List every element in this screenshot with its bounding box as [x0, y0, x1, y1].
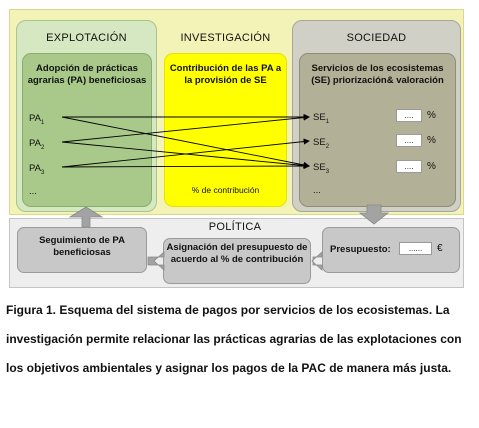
caption-lead: Figura 1. [6, 303, 57, 317]
contribution-footer: % de contribución [191, 185, 260, 195]
politica-heading: POLÍTICA [208, 221, 262, 233]
explotacion-heading: EXPLOTACIÓN [46, 32, 127, 44]
figure-caption [6, 296, 474, 383]
arrow-sociedad-presupuesto [360, 205, 388, 224]
pa3-label: $PA_3$ [29, 163, 45, 176]
asignacion-text: Asignación del presupuesto de acuerdo al % de contribución [166, 242, 308, 265]
pa-ellipsis: ... [29, 186, 37, 197]
se3-label: $SE_3$ [313, 162, 330, 175]
se1-value-field[interactable]: .... [396, 109, 422, 122]
arrow-asignacion-seguimiento [148, 252, 164, 270]
investigacion-box-title: Contribución de las PA a la provisión de SE [169, 63, 282, 86]
se3-unit: % [427, 161, 436, 172]
arrow-presupuesto-asignacion [312, 252, 322, 270]
se2-value-field[interactable]: .... [396, 134, 422, 147]
se3-value-field[interactable]: .... [396, 160, 422, 173]
explotacion-box-title: Adopción de prácticas agrarias (PA) beneficiosas [27, 63, 147, 86]
arrow-pa3-se2 [62, 141, 309, 167]
euro-unit: € [437, 243, 443, 254]
se1-label: $SE_1$ [313, 112, 330, 125]
arrow-pa3-se3 [62, 166, 309, 167]
investigacion-heading: INVESTIGACIÓN [180, 32, 271, 44]
caption-text: Esquema del sistema de pagos por servicios de los ecosistemas. La investigación permite relacionar las prácticas agrarias de las explotaciones con los objetivos ambientales y asignar los pagos de la PAC de manera más justa. [6, 303, 462, 375]
se1-unit: % [427, 110, 436, 121]
se2-unit: % [427, 135, 436, 146]
pa1-label: $PA_1$ [29, 113, 45, 126]
se-ellipsis: ... [313, 185, 321, 196]
seguimiento-text: Seguimiento de PA beneficiosas [39, 235, 125, 258]
presupuesto-label: Presupuesto: [330, 244, 391, 255]
pa2-label: $PA_2$ [29, 138, 45, 151]
arrow-seguimiento-explotacion [70, 207, 102, 227]
sociedad-box-title: Servicios de los ecosistemas (SE) priorización& valoración [311, 63, 444, 86]
arrow-pa2-se1 [62, 117, 309, 142]
se2-label: $SE_2$ [313, 137, 330, 150]
arrow-pa1-se3 [62, 117, 309, 166]
presupuesto-value-field[interactable]: ...... [399, 242, 432, 255]
sociedad-heading: SOCIEDAD [346, 32, 407, 44]
